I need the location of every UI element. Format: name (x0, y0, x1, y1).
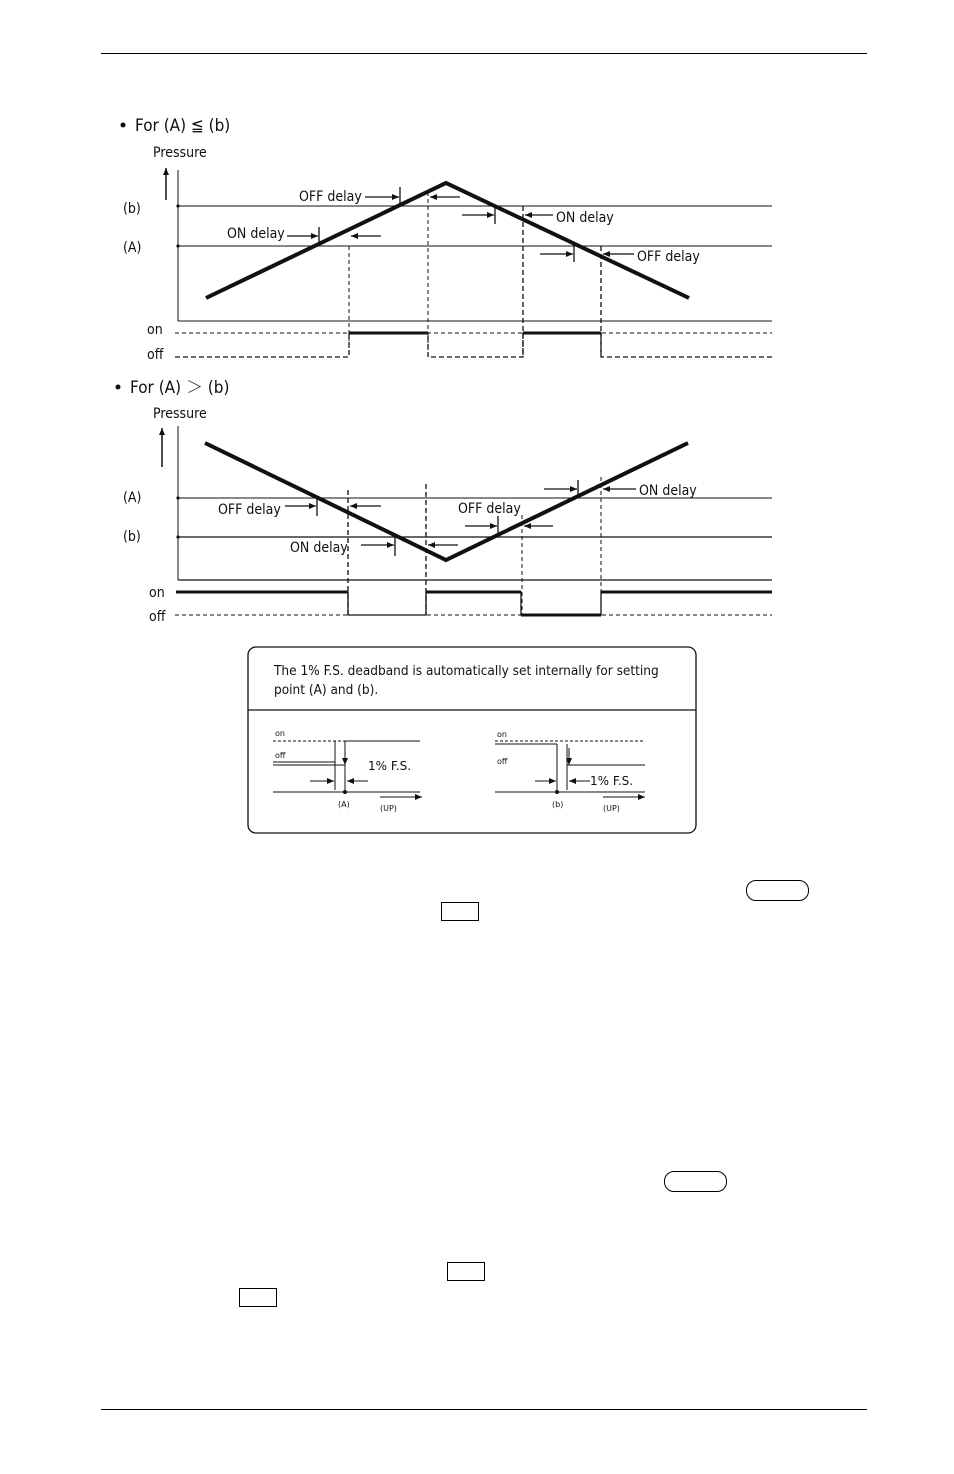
off-delay-label-1: OFF delay (218, 502, 281, 518)
on-delay-label-2: ON delay (556, 210, 614, 226)
diagram-1-heading: For (A) ≦ (b) (135, 116, 231, 136)
on-label: on (497, 730, 507, 739)
deadband-diagram-right (495, 730, 645, 813)
state-off-label: off (147, 347, 164, 363)
fs-label: 1% F.S. (368, 759, 412, 773)
off-delay-label-1: OFF delay (299, 189, 362, 205)
state-off-label: off (149, 609, 166, 625)
bullet (121, 123, 126, 128)
on-delay-label-1: ON delay (227, 226, 285, 242)
key-box[interactable] (447, 1262, 485, 1281)
on-delay-label-2: ON delay (639, 483, 697, 499)
direction-label: (UP) (603, 804, 620, 813)
level-a-label: (A) (123, 240, 142, 256)
on-label: on (275, 729, 285, 738)
deadband-note-line-2: point (A) and (b). (274, 682, 379, 698)
diagram-2-heading: For (A) ＞ (b) (130, 378, 230, 398)
y-axis-label: Pressure (153, 406, 207, 422)
off-label: off (497, 757, 508, 766)
key-button[interactable] (664, 1171, 727, 1192)
key-box[interactable] (441, 902, 479, 921)
on-delay-label-1: ON delay (290, 540, 348, 556)
state-on-label: on (149, 585, 165, 601)
fs-label: 1% F.S. (590, 774, 634, 788)
state-on-label: on (147, 322, 163, 338)
deadband-note-box (248, 647, 696, 833)
output-state-line (175, 333, 772, 357)
off-label: off (275, 751, 286, 760)
output-state-line (176, 592, 772, 615)
deadband-diagram-left (273, 729, 422, 813)
key-box[interactable] (239, 1288, 277, 1307)
deadband-note-line-1: The 1% F.S. deadband is automatically set internally for setting (274, 663, 659, 679)
key-button[interactable] (746, 880, 809, 901)
level-b-label: (b) (123, 529, 141, 545)
level-a-label: (A) (123, 490, 142, 506)
off-delay-label-2: OFF delay (458, 501, 521, 517)
diagram-a-le-b (121, 116, 773, 363)
y-axis-label: Pressure (153, 145, 207, 161)
point-label: (b) (552, 800, 564, 809)
level-b-label: (b) (123, 201, 141, 217)
direction-label: (UP) (380, 804, 397, 813)
point-label: (A) (338, 800, 350, 809)
diagram-a-gt-b (116, 378, 773, 625)
bullet (116, 385, 121, 390)
off-delay-label-2: OFF delay (637, 249, 700, 265)
